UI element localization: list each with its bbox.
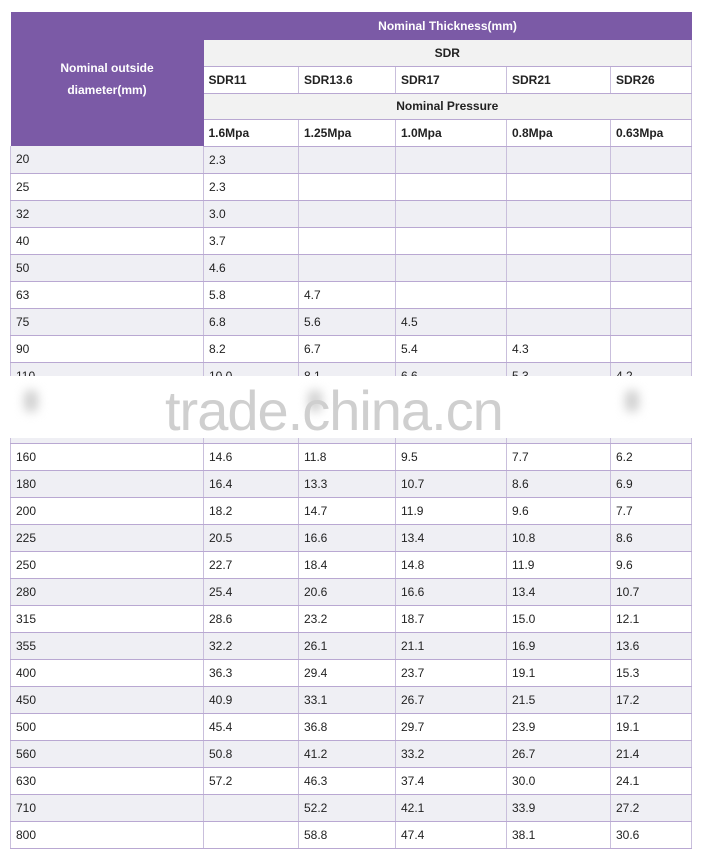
thickness-cell: 33.2 (396, 740, 507, 767)
thickness-cell: 29.7 (396, 713, 507, 740)
thickness-cell: 20.6 (299, 578, 396, 605)
thickness-cell: 19.1 (611, 713, 692, 740)
table-row (11, 524, 692, 551)
thickness-cell (507, 146, 611, 173)
diameter-cell: 40 (11, 227, 204, 254)
thickness-cell: 4.3 (507, 335, 611, 362)
nominal-thickness-header: Nominal Thickness(mm) (204, 12, 692, 40)
diameter-cell: 90 (11, 335, 204, 362)
thickness-cell: 33.9 (507, 794, 611, 821)
watermark-band (0, 376, 701, 442)
thickness-cell: 26.1 (299, 632, 396, 659)
thickness-cell: 7.7 (507, 443, 611, 470)
thickness-cell: 16.6 (396, 578, 507, 605)
outside-diameter-header: Nominal outside diameter(mm) (11, 12, 204, 146)
thickness-cell (396, 200, 507, 227)
diameter-cell: 32 (11, 200, 204, 227)
thickness-cell: 47.4 (396, 821, 507, 848)
thickness-cell: 50.8 (204, 740, 299, 767)
diameter-cell: 160 (11, 443, 204, 470)
thickness-cell (611, 227, 692, 254)
diameter-cell: 355 (11, 632, 204, 659)
thickness-cell: 28.6 (204, 605, 299, 632)
diameter-cell: 500 (11, 713, 204, 740)
thickness-cell (396, 281, 507, 308)
thickness-cell: 9.6 (507, 497, 611, 524)
table-row (11, 605, 692, 632)
thickness-cell (299, 254, 396, 281)
table-row (11, 173, 692, 200)
thickness-cell: 42.1 (396, 794, 507, 821)
diameter-cell: 250 (11, 551, 204, 578)
diameter-cell: 710 (11, 794, 204, 821)
sdr-column-label: SDR11 (204, 66, 299, 93)
thickness-cell: 8.6 (611, 524, 692, 551)
thickness-cell (611, 200, 692, 227)
thickness-cell (507, 200, 611, 227)
thickness-cell: 10.7 (396, 470, 507, 497)
thickness-cell (204, 821, 299, 848)
thickness-cell: 12.1 (611, 605, 692, 632)
thickness-cell: 5.8 (204, 281, 299, 308)
thickness-cell: 36.8 (299, 713, 396, 740)
thickness-cell: 11.8 (299, 443, 396, 470)
thickness-cell: 18.7 (396, 605, 507, 632)
thickness-cell: 14.7 (299, 497, 396, 524)
thickness-cell: 19.1 (507, 659, 611, 686)
thickness-cell: 24.1 (611, 767, 692, 794)
thickness-cell: 2.3 (204, 146, 299, 173)
table-row (11, 443, 692, 470)
pressure-column-label: 1.6Mpa (204, 119, 299, 146)
thickness-cell: 16.6 (299, 524, 396, 551)
thickness-cell (299, 146, 396, 173)
thickness-cell: 45.4 (204, 713, 299, 740)
thickness-cell: 15.0 (507, 605, 611, 632)
thickness-cell: 21.4 (611, 740, 692, 767)
thickness-cell: 23.9 (507, 713, 611, 740)
table-row (11, 146, 692, 173)
thickness-cell: 15.3 (611, 659, 692, 686)
thickness-cell (507, 254, 611, 281)
thickness-cell: 13.4 (507, 578, 611, 605)
diameter-cell: 20 (11, 146, 204, 173)
thickness-cell: 5.6 (299, 308, 396, 335)
thickness-cell: 6.9 (611, 470, 692, 497)
thickness-cell: 8.2 (204, 335, 299, 362)
thickness-cell (611, 335, 692, 362)
thickness-cell: 33.1 (299, 686, 396, 713)
thickness-cell (299, 227, 396, 254)
table-row (11, 281, 692, 308)
diameter-cell: 50 (11, 254, 204, 281)
thickness-cell (396, 146, 507, 173)
thickness-cell (611, 146, 692, 173)
thickness-cell: 2.3 (204, 173, 299, 200)
thickness-cell: 13.3 (299, 470, 396, 497)
thickness-cell: 58.8 (299, 821, 396, 848)
table-row (11, 821, 692, 848)
thickness-cell: 10.7 (611, 578, 692, 605)
thickness-cell (204, 794, 299, 821)
thickness-cell: 30.0 (507, 767, 611, 794)
table-row (11, 308, 692, 335)
thickness-cell (507, 227, 611, 254)
thickness-cell: 14.6 (204, 443, 299, 470)
diameter-cell: 560 (11, 740, 204, 767)
thickness-cell: 46.3 (299, 767, 396, 794)
thickness-cell (299, 200, 396, 227)
diameter-cell: 630 (11, 767, 204, 794)
sdr-header: SDR (204, 40, 692, 66)
thickness-cell: 21.1 (396, 632, 507, 659)
thickness-cell: 4.6 (204, 254, 299, 281)
sdr-column-label: SDR13.6 (299, 66, 396, 93)
diameter-cell: 450 (11, 686, 204, 713)
pressure-column-label: 1.0Mpa (396, 119, 507, 146)
thickness-cell: 22.7 (204, 551, 299, 578)
thickness-cell: 9.5 (396, 443, 507, 470)
thickness-cell (396, 254, 507, 281)
thickness-cell: 21.5 (507, 686, 611, 713)
diameter-cell: 25 (11, 173, 204, 200)
pressure-column-label: 0.8Mpa (507, 119, 611, 146)
thickness-cell: 7.7 (611, 497, 692, 524)
thickness-cell: 10.8 (507, 524, 611, 551)
watermark-text: trade.china.cn (165, 379, 503, 442)
thickness-cell: 4.7 (299, 281, 396, 308)
diameter-cell: 800 (11, 821, 204, 848)
table-row (11, 794, 692, 821)
table-body (11, 146, 692, 848)
table-row (11, 200, 692, 227)
thickness-cell: 6.8 (204, 308, 299, 335)
diameter-cell: 315 (11, 605, 204, 632)
table-row (11, 335, 692, 362)
thickness-cell: 23.7 (396, 659, 507, 686)
thickness-cell: 57.2 (204, 767, 299, 794)
table-row (11, 551, 692, 578)
table-row (11, 578, 692, 605)
thickness-cell: 26.7 (507, 740, 611, 767)
thickness-cell: 13.4 (396, 524, 507, 551)
thickness-cell: 8.6 (507, 470, 611, 497)
diameter-cell: 180 (11, 470, 204, 497)
diameter-cell: 400 (11, 659, 204, 686)
table-row (11, 632, 692, 659)
thickness-cell: 27.2 (611, 794, 692, 821)
thickness-cell: 14.8 (396, 551, 507, 578)
table-row (11, 740, 692, 767)
table-row (11, 713, 692, 740)
thickness-cell (396, 173, 507, 200)
thickness-cell: 38.1 (507, 821, 611, 848)
thickness-cell: 13.6 (611, 632, 692, 659)
thickness-cell: 9.6 (611, 551, 692, 578)
thickness-cell: 11.9 (396, 497, 507, 524)
thickness-cell: 16.4 (204, 470, 299, 497)
table-row (11, 497, 692, 524)
thickness-cell: 4.5 (396, 308, 507, 335)
table-row (11, 767, 692, 794)
thickness-cell: 18.2 (204, 497, 299, 524)
thickness-cell (507, 173, 611, 200)
thickness-cell: 5.4 (396, 335, 507, 362)
diameter-cell: 63 (11, 281, 204, 308)
thickness-cell (507, 281, 611, 308)
thickness-cell: 25.4 (204, 578, 299, 605)
thickness-cell: 16.9 (507, 632, 611, 659)
thickness-cell: 20.5 (204, 524, 299, 551)
thickness-cell: 32.2 (204, 632, 299, 659)
thickness-cell: 3.7 (204, 227, 299, 254)
diameter-cell: 225 (11, 524, 204, 551)
thickness-cell (396, 227, 507, 254)
thickness-cell: 52.2 (299, 794, 396, 821)
pressure-column-label: 0.63Mpa (611, 119, 692, 146)
diameter-cell: 75 (11, 308, 204, 335)
thickness-cell (611, 254, 692, 281)
sdr-column-label: SDR26 (611, 66, 692, 93)
thickness-cell (611, 173, 692, 200)
sdr-column-label: SDR21 (507, 66, 611, 93)
table-row (11, 686, 692, 713)
thickness-cell: 18.4 (299, 551, 396, 578)
table-row (11, 227, 692, 254)
thickness-cell: 6.2 (611, 443, 692, 470)
pressure-column-label: 1.25Mpa (299, 119, 396, 146)
thickness-cell: 29.4 (299, 659, 396, 686)
table-row (11, 254, 692, 281)
thickness-cell: 30.6 (611, 821, 692, 848)
thickness-cell: 23.2 (299, 605, 396, 632)
table-row (11, 470, 692, 497)
thickness-cell: 11.9 (507, 551, 611, 578)
thickness-cell: 41.2 (299, 740, 396, 767)
thickness-cell (611, 308, 692, 335)
thickness-cell: 40.9 (204, 686, 299, 713)
thickness-cell: 37.4 (396, 767, 507, 794)
table-row (11, 659, 692, 686)
nominal-pressure-header: Nominal Pressure (204, 93, 692, 119)
thickness-cell (507, 308, 611, 335)
thickness-cell (299, 173, 396, 200)
diameter-cell: 280 (11, 578, 204, 605)
thickness-cell: 36.3 (204, 659, 299, 686)
thickness-cell: 26.7 (396, 686, 507, 713)
diameter-cell: 200 (11, 497, 204, 524)
thickness-cell: 3.0 (204, 200, 299, 227)
thickness-cell: 6.7 (299, 335, 396, 362)
thickness-cell: 17.2 (611, 686, 692, 713)
thickness-cell (611, 281, 692, 308)
sdr-column-label: SDR17 (396, 66, 507, 93)
